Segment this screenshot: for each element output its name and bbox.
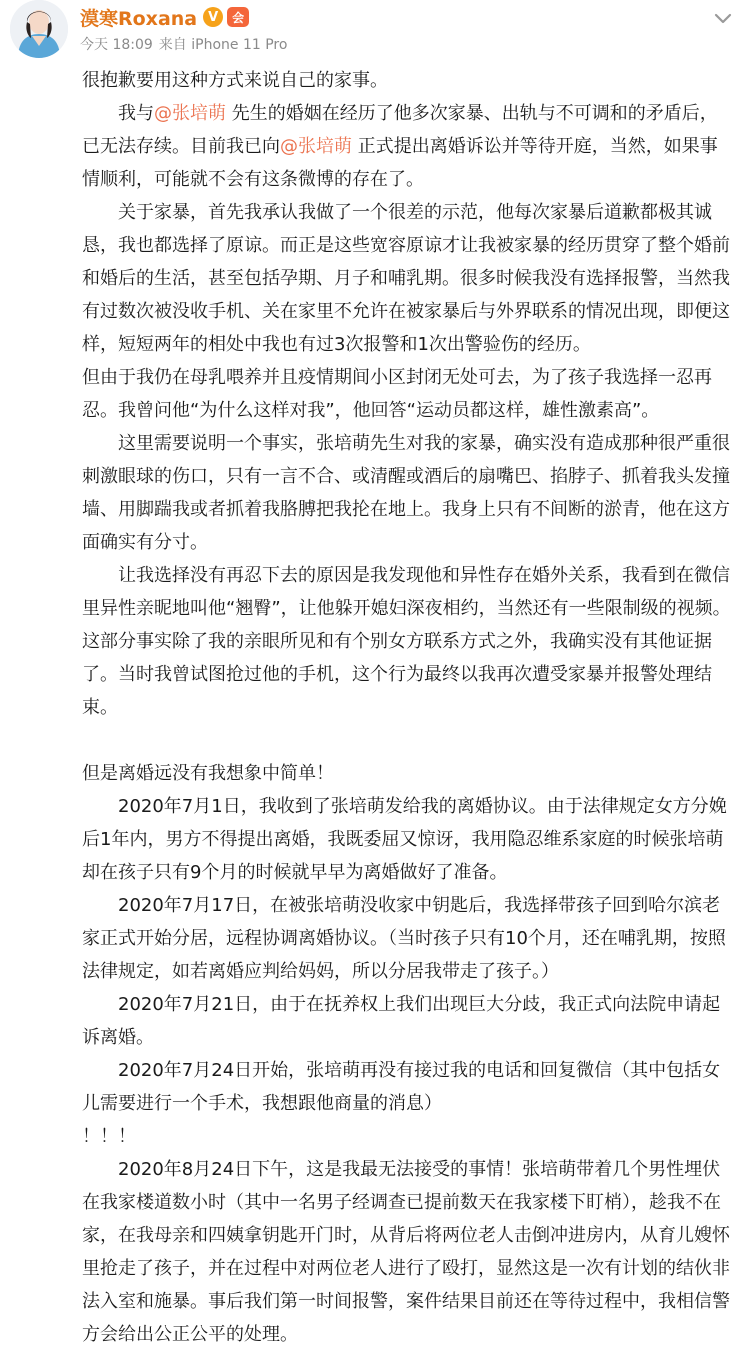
post-header xyxy=(0,0,750,62)
paragraph-9: 2020年7月17日，在被张培萌没收家中钥匙后，我选择带孩子回到哈尔滨老家正式开始分居，远程协调离婚协议。（当时孩子只有10个月，还在哺乳期，按照法律规定，如若离婚应判给妈妈，所以分居我带走了孩子。） xyxy=(82,895,726,982)
avatar-photo xyxy=(10,0,68,58)
paragraph-7: 但是离婚远没有我想象中简单！ xyxy=(82,763,334,784)
text-segment: 正式提出离婚诉讼并等待开庭，当然，如果事情顺利，可能就不会有这条微博的存在了。 xyxy=(82,136,718,190)
paragraph-11: 2020年7月24日开始，张培萌再没有接过我的电话和回复微信（其中包括女儿需要进行一个手术，我想跟他商量的消息） xyxy=(82,1060,721,1114)
blank-line xyxy=(82,724,732,757)
paragraph-2 xyxy=(82,97,732,196)
chevron-down-icon[interactable] xyxy=(712,8,734,30)
paragraph-10: 2020年7月21日，由于在抚养权上我们出现巨大分歧，我正式向法院申请起诉离婚。 xyxy=(82,994,721,1048)
paragraph-5: 这里需要说明一个事实，张培萌先生对我的家暴，确实没有造成那种很严重很刺激眼球的伤口，只有一言不合、或清醒或酒后的扇嘴巴、掐脖子、抓着我头发撞墙、用脚踹我或者抓着我胳膊把我抡在地上。我身上只有不间断的淤青，他在这方面确实有分寸。 xyxy=(82,433,730,553)
paragraph-3: 关于家暴，首先我承认我做了一个很差的示范，他每次家暴后道歉都极其诚恳，我也都选择了原谅。而正是这些宽容原谅才让我被家暴的经历贯穿了整个婚前和婚后的生活，甚至包括孕期、月子和哺乳期。很多时候我没有选择报警，当然我有过数次被没收手机、关在家里不允许在被家暴后与外界联系的情况出现，即便这样，短短两年的相处中我也有过3次报警和1次出警验伤的经历。 xyxy=(82,202,730,355)
post-source[interactable]: 来自 iPhone 11 Pro xyxy=(158,37,288,53)
paragraph-6: 让我选择没有再忍下去的原因是我发现他和异性存在婚外关系，我看到在微信里异性亲昵地叫他“翘臀”，让他躲开媳妇深夜相约，当然还有一些限制级的视频。这部分事实除了我的亲眼所见和有个别女方联系方式之外，我确实没有其他证据了。当时我曾试图抢过他的手机，这个行为最终以我再次遭受家暴并报警处理结束。 xyxy=(82,565,731,718)
verified-badge-icon: V xyxy=(203,7,223,27)
paragraph-4: 但由于我仍在母乳喂养并且疫情期间小区封闭无处可去，为了孩子我选择一忍再忍。我曾问他“为什么这样对我”，他回答“运动员都这样，雄性激素高”。 xyxy=(82,367,712,421)
post-meta xyxy=(80,34,287,54)
text-segment: 我与 xyxy=(118,103,154,124)
paragraph-1: 很抱歉要用这种方式来说自己的家事。 xyxy=(82,70,388,91)
username[interactable]: 漠寒Roxana xyxy=(80,7,198,30)
avatar[interactable] xyxy=(10,0,68,58)
paragraph-8: 2020年7月1日，我收到了张培萌发给我的离婚协议。由于法律规定女方分娩后1年内，男方不得提出离婚，我既委屈又惊讶，我用隐忍维系家庭的时候张培萌却在孩子只有9个月的时候就早早为离婚做好了准备。 xyxy=(82,796,727,883)
post-body xyxy=(82,64,732,1351)
text-segment: 先生的婚姻在经历了他多次家暴、出轨与不可调和的矛盾后，已无法存续。目前我已向 xyxy=(82,103,718,157)
post-time: 今天 18:09 xyxy=(80,37,153,53)
user-row xyxy=(80,2,249,32)
paragraph-13: 2020年8月24日下午，这是我最无法接受的事情！张培萌带着几个男性埋伏在我家楼道数小时（其中一名男子经调查已提前数天在我家楼下盯梢），趁我不在家，在我母亲和四姨拿钥匙开门时，从背后将两位老人击倒冲进房内，从育儿嫂怀里抢走了孩子，并在过程中对两位老人进行了殴打，显然这是一次有计划的结伙非法入室和施暴。事后我们第一时间报警，案件结果目前还在等待过程中，我相信警方会给出公正公平的处理。 xyxy=(82,1159,730,1345)
member-badge-icon: 会 xyxy=(227,7,249,27)
mention-link[interactable]: @张培萌 xyxy=(154,103,226,124)
paragraph-12: ！！！ xyxy=(82,1126,136,1147)
mention-link[interactable]: @张培萌 xyxy=(280,136,352,157)
